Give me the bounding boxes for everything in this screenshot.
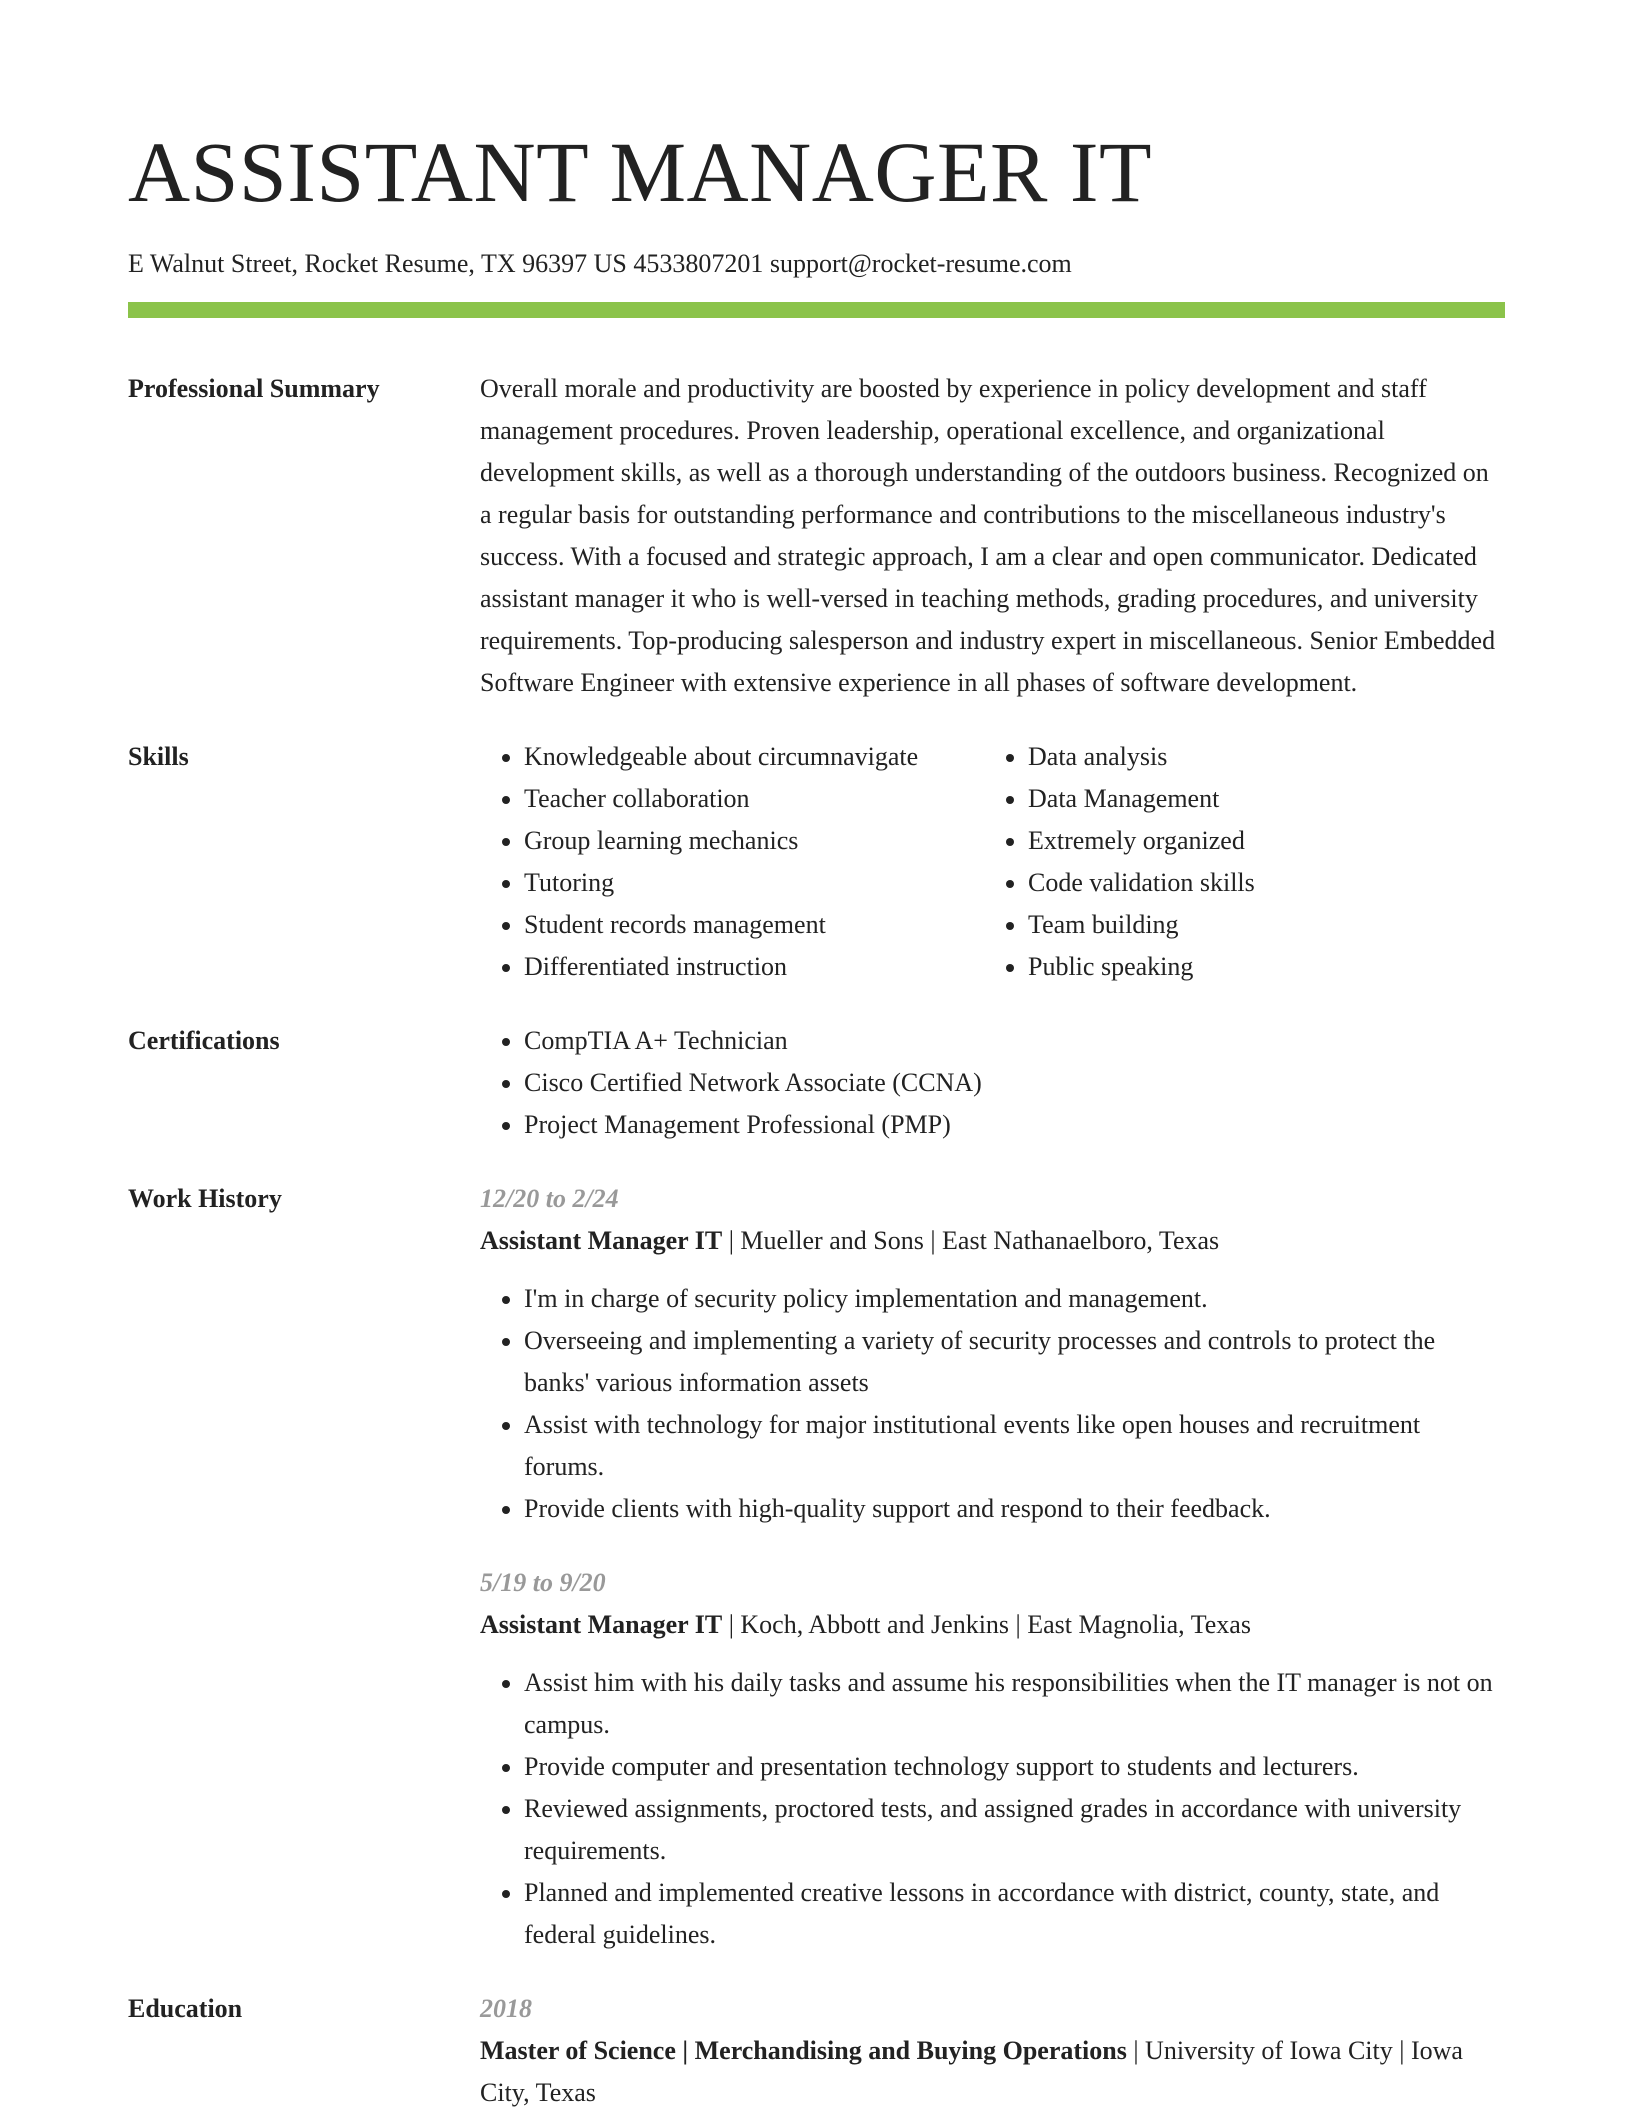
skill-item: • Extremely organized — [1028, 820, 1255, 862]
skill-item: • Public speaking — [1028, 946, 1255, 988]
certifications-list — [480, 1020, 1505, 1146]
skills-column-1 — [480, 736, 984, 988]
education-degree: Master of Science | Merchandising and Buying Operations — [480, 2036, 1127, 2065]
certification-item: • CompTIA A+ Technician — [524, 1020, 1505, 1062]
work-history-section — [128, 1178, 1505, 1956]
education-body — [480, 1988, 1505, 2114]
resume-name: ASSISTANT MANAGER IT — [128, 124, 1153, 220]
education-details: | University of Iowa City | Iowa City, Texas — [480, 2036, 1463, 2107]
section-label-summary: Professional Summary — [128, 374, 380, 403]
education-heading — [480, 2030, 1505, 2114]
skill-item: • Team building — [1028, 904, 1255, 946]
summary-section — [128, 368, 1505, 704]
certification-item: • Cisco Certified Network Associate (CCNA) — [524, 1062, 1505, 1104]
job-dates: 12/20 to 2/24 — [480, 1184, 619, 1213]
summary-body — [480, 368, 1505, 704]
job-bullet: • Overseeing and implementing a variety of security processes and controls to protect the banks' various information assets — [524, 1320, 1505, 1404]
skill-item: • Tutoring — [524, 862, 984, 904]
job-bullets — [480, 1278, 1505, 1530]
section-label-skills: Skills — [128, 742, 189, 771]
contact-line: E Walnut Street, Rocket Resume, TX 96397 US 4533807201 support@rocket-resume.com — [128, 249, 1072, 278]
job-bullet: • Provide computer and presentation technology support to students and lecturers. — [524, 1746, 1505, 1788]
skill-item: • Teacher collaboration — [524, 778, 984, 820]
job-title: Assistant Manager IT — [480, 1610, 723, 1639]
certifications-body — [480, 1020, 1505, 1146]
job-bullet: • Reviewed assignments, proctored tests, and assigned grades in accordance with university requirements. — [524, 1788, 1505, 1872]
certification-item: • Project Management Professional (PMP) — [524, 1104, 1505, 1146]
skills-list-2 — [984, 736, 1255, 988]
job-bullet: • I'm in charge of security policy implementation and management. — [524, 1278, 1505, 1320]
section-label-certifications: Certifications — [128, 1026, 280, 1055]
job-heading — [480, 1220, 1505, 1262]
job-details: | Mueller and Sons | East Nathanaelboro, Texas — [722, 1226, 1220, 1255]
skills-body — [480, 736, 1505, 988]
job-bullet: • Planned and implemented creative lessons in accordance with district, county, state, and federal guidelines. — [524, 1872, 1505, 1956]
skill-item: • Student records management — [524, 904, 984, 946]
job-entry — [480, 1178, 1505, 1530]
skill-item: • Data Management — [1028, 778, 1255, 820]
section-label-education: Education — [128, 1994, 243, 2023]
education-year: 2018 — [480, 1994, 532, 2023]
skill-item: • Code validation skills — [1028, 862, 1255, 904]
skills-section — [128, 736, 1505, 988]
skill-item: • Differentiated instruction — [524, 946, 984, 988]
education-section — [128, 1988, 1505, 2114]
job-title: Assistant Manager IT — [480, 1226, 723, 1255]
header-accent-rule — [128, 302, 1505, 318]
job-bullet: • Assist him with his daily tasks and assume his responsibilities when the IT manager is not on campus. — [524, 1662, 1505, 1746]
job-bullet: • Assist with technology for major institutional events like open houses and recruitment forums. — [524, 1404, 1505, 1488]
job-heading — [480, 1604, 1505, 1646]
resume-page — [128, 0, 1505, 2114]
summary-text: Overall morale and productivity are boosted by experience in policy development and staff management procedures. Proven leadership, operational excellence, and organizational development skills, as well as a thorough understanding of the outdoors business. Recognized on a regular basis for outstanding performance and contributions to the miscellaneous industry's success. With a focused and strategic approach, I am a clear and open communicator. Dedicated assistant manager it who is well-versed in teaching methods, grading procedures, and university requirements. Top-producing salesperson and industry expert in miscellaneous. Senior Embedded Software Engineer with extensive experience in all phases of software development. — [480, 374, 1496, 697]
skill-item: • Knowledgeable about circumnavigate — [524, 736, 984, 778]
skills-column-2 — [984, 736, 1255, 988]
job-details: | Koch, Abbott and Jenkins | East Magnolia, Texas — [722, 1610, 1251, 1639]
job-entry — [480, 1562, 1505, 1956]
job-bullet: • Provide clients with high-quality support and respond to their feedback. — [524, 1488, 1505, 1530]
section-label-work-history: Work History — [128, 1184, 282, 1213]
job-bullets — [480, 1662, 1505, 1956]
skill-item: • Data analysis — [1028, 736, 1255, 778]
skills-list-1 — [480, 736, 984, 988]
work-history-body — [480, 1178, 1505, 1956]
certifications-section — [128, 1020, 1505, 1146]
skill-item: • Group learning mechanics — [524, 820, 984, 862]
job-dates: 5/19 to 9/20 — [480, 1568, 606, 1597]
